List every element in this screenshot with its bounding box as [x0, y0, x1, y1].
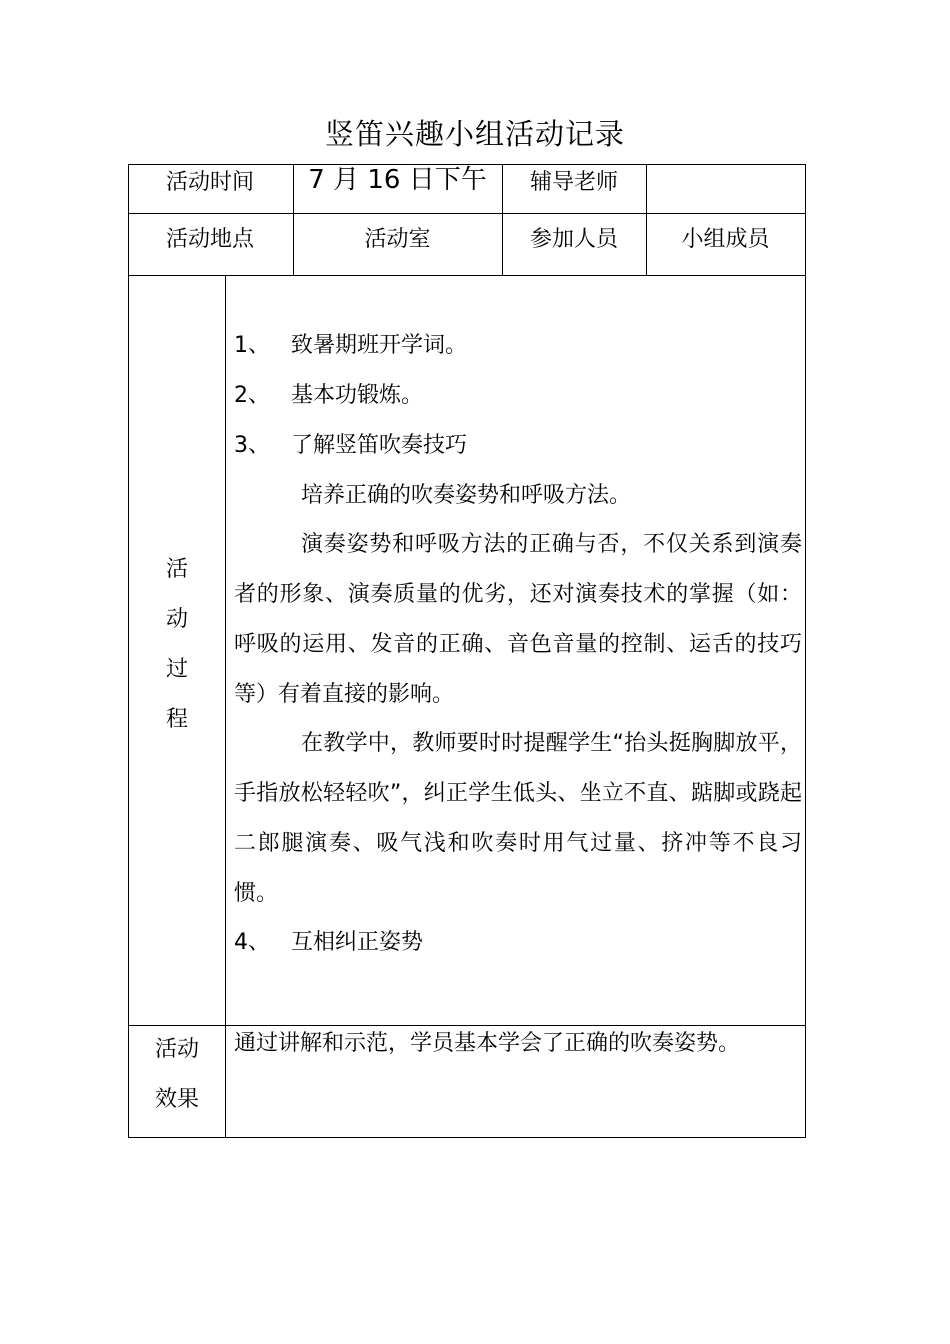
effect-label-line: 效果 [155, 1087, 200, 1112]
place-label: 活动地点 [166, 227, 255, 252]
table-col-divider [502, 164, 503, 276]
table-border-right [805, 164, 806, 1138]
table-col-divider [225, 275, 226, 1138]
effect-label-line: 活动 [155, 1037, 200, 1062]
participants-value: 小组成员 [681, 227, 770, 252]
time-value: 7 月 16 日下午 [308, 165, 487, 195]
item-number: 2、 [234, 383, 270, 408]
table-col-divider [646, 164, 647, 276]
participants-label: 参加人员 [530, 227, 619, 252]
process-item [234, 433, 467, 459]
process-item [234, 383, 423, 409]
process-item [234, 930, 423, 956]
table-border-bottom [128, 1137, 806, 1138]
table-row-divider [128, 213, 806, 214]
table-border-left [128, 164, 129, 1138]
process-label-char: 活 [166, 557, 189, 582]
table-row-divider [128, 275, 806, 276]
table-row-divider [128, 1025, 806, 1026]
item-text: 了解竖笛吹奏技巧 [291, 433, 468, 458]
item-number: 3、 [234, 433, 270, 458]
teacher-label: 辅导老师 [530, 170, 619, 195]
process-label-char: 动 [166, 607, 189, 632]
process-label-char: 程 [166, 707, 189, 732]
sub-heading: 培养正确的吹奏姿势和呼吸方法。 [301, 483, 632, 508]
page-title: 竖笛兴趣小组活动记录 [324, 117, 625, 151]
item-number: 4、 [234, 930, 270, 955]
item-text: 致暑期班开学词。 [291, 333, 468, 358]
paragraph-teaching: 在教学中，教师要时时提醒学生“抬头挺胸脚放平，手指放松轻轻吹”，纠正学生低头、坐立不直、踮脚或跷起二郎腿演奏、吸气浅和吹奏时用气过量、挤冲等不良习惯。 [234, 731, 802, 906]
item-text: 基本功锻炼。 [291, 383, 424, 408]
time-label: 活动时间 [166, 170, 255, 195]
process-item [234, 333, 467, 359]
place-value: 活动室 [364, 227, 431, 252]
item-text: 互相纠正姿势 [291, 930, 424, 955]
paragraph-posture: 演奏姿势和呼吸方法的正确与否，不仅关系到演奏者的形象、演奏质量的优劣，还对演奏技术的掌握（如：呼吸的运用、发音的正确、音色音量的控制、运舌的技巧等）有着直接的影响。 [234, 532, 802, 707]
item-number: 1、 [234, 333, 270, 358]
effect-text: 通过讲解和示范，学员基本学会了正确的吹奏姿势。 [234, 1031, 741, 1056]
process-label-char: 过 [166, 657, 189, 682]
